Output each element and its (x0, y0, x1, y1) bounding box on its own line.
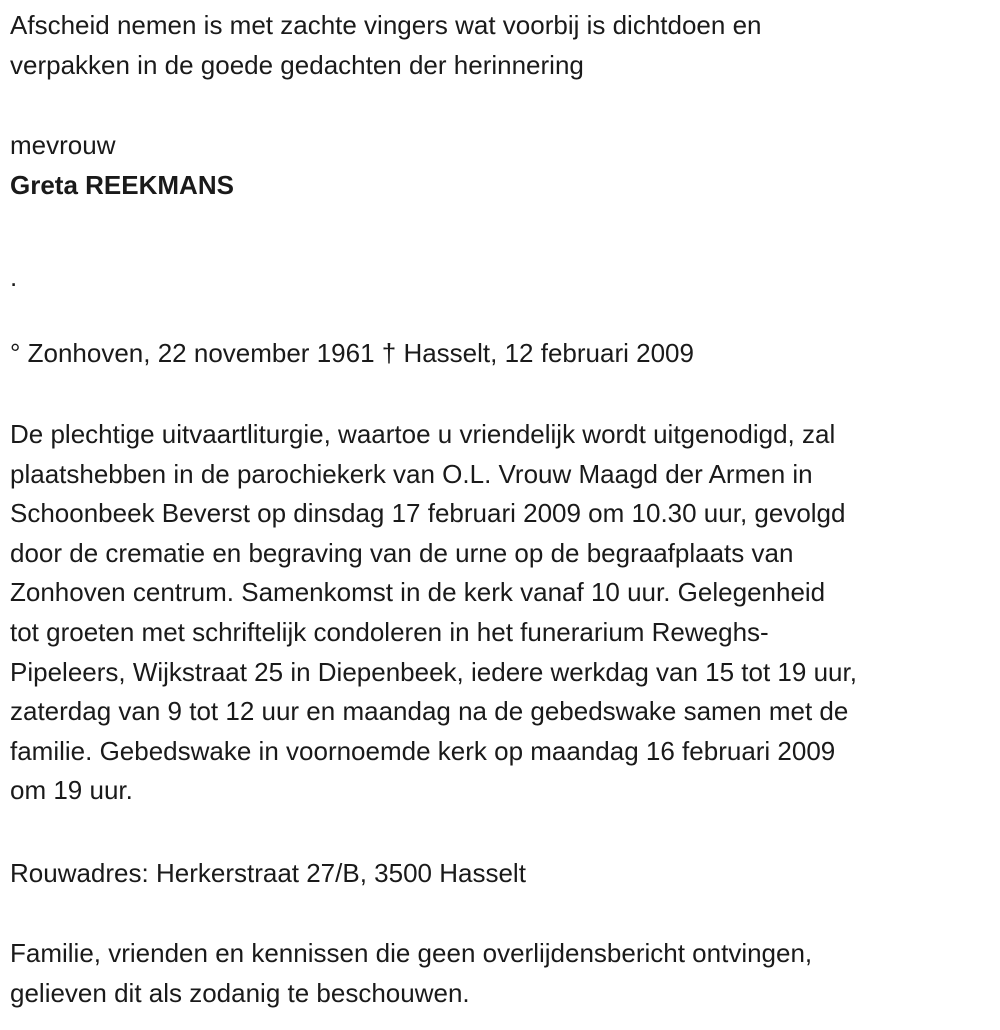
body-line: om 19 uur. (10, 775, 133, 806)
salutation-text: mevrouw (10, 130, 116, 160)
body-line: zaterdag van 9 tot 12 uur en maandag na de gebedswake samen met de (10, 696, 849, 727)
motto-line: verpakken in de goede gedachten der herinnering (10, 49, 584, 80)
body-line: Schoonbeek Beverst op dinsdag 17 februari 2009 om 10.30 uur, gevolgd (10, 498, 846, 529)
birth-death-dates (10, 334, 694, 374)
body-line: plaatshebben in de parochiekerk van O.L. Vrouw Maagd der Armen in (10, 458, 813, 489)
closing-line: Familie, vrienden en kennissen die geen overlijdensbericht ontvingen, (10, 938, 813, 968)
separator-dot: . (10, 262, 18, 292)
deceased-name: Greta REEKMANS (10, 169, 234, 200)
motto (10, 6, 762, 85)
body-line: Pipeleers, Wijkstraat 25 in Diepenbeek, iedere werkdag van 15 tot 19 uur, (10, 656, 857, 687)
body-line: door de crematie en begraving van de urne op de begraafplaats van (10, 537, 794, 568)
mourning-address (10, 854, 526, 894)
funeral-details (10, 415, 857, 811)
body-line: tot groeten met schriftelijk condoleren in het funerarium Reweghs- (10, 616, 769, 647)
closing-note (10, 934, 812, 1013)
motto-line: Afscheid nemen is met zachte vingers wat voorbij is dichtdoen en (10, 10, 762, 40)
body-line: Zonhoven centrum. Samenkomst in de kerk vanaf 10 uur. Gelegenheid (10, 577, 826, 608)
body-line: familie. Gebedswake in voornoemde kerk op maandag 16 februari 2009 (10, 735, 836, 766)
body-line: De plechtige uitvaartliturgie, waartoe u vriendelijk wordt uitgenodigd, zal (10, 419, 836, 449)
closing-line: gelieven dit als zodanig te beschouwen. (10, 977, 470, 1008)
dates-text: ° Zonhoven, 22 november 1961 † Hasselt, 12 februari 2009 (10, 338, 694, 368)
salutation (10, 126, 234, 205)
address-text: Rouwadres: Herkerstraat 27/B, 3500 Hasselt (10, 858, 526, 888)
separator (10, 258, 17, 298)
